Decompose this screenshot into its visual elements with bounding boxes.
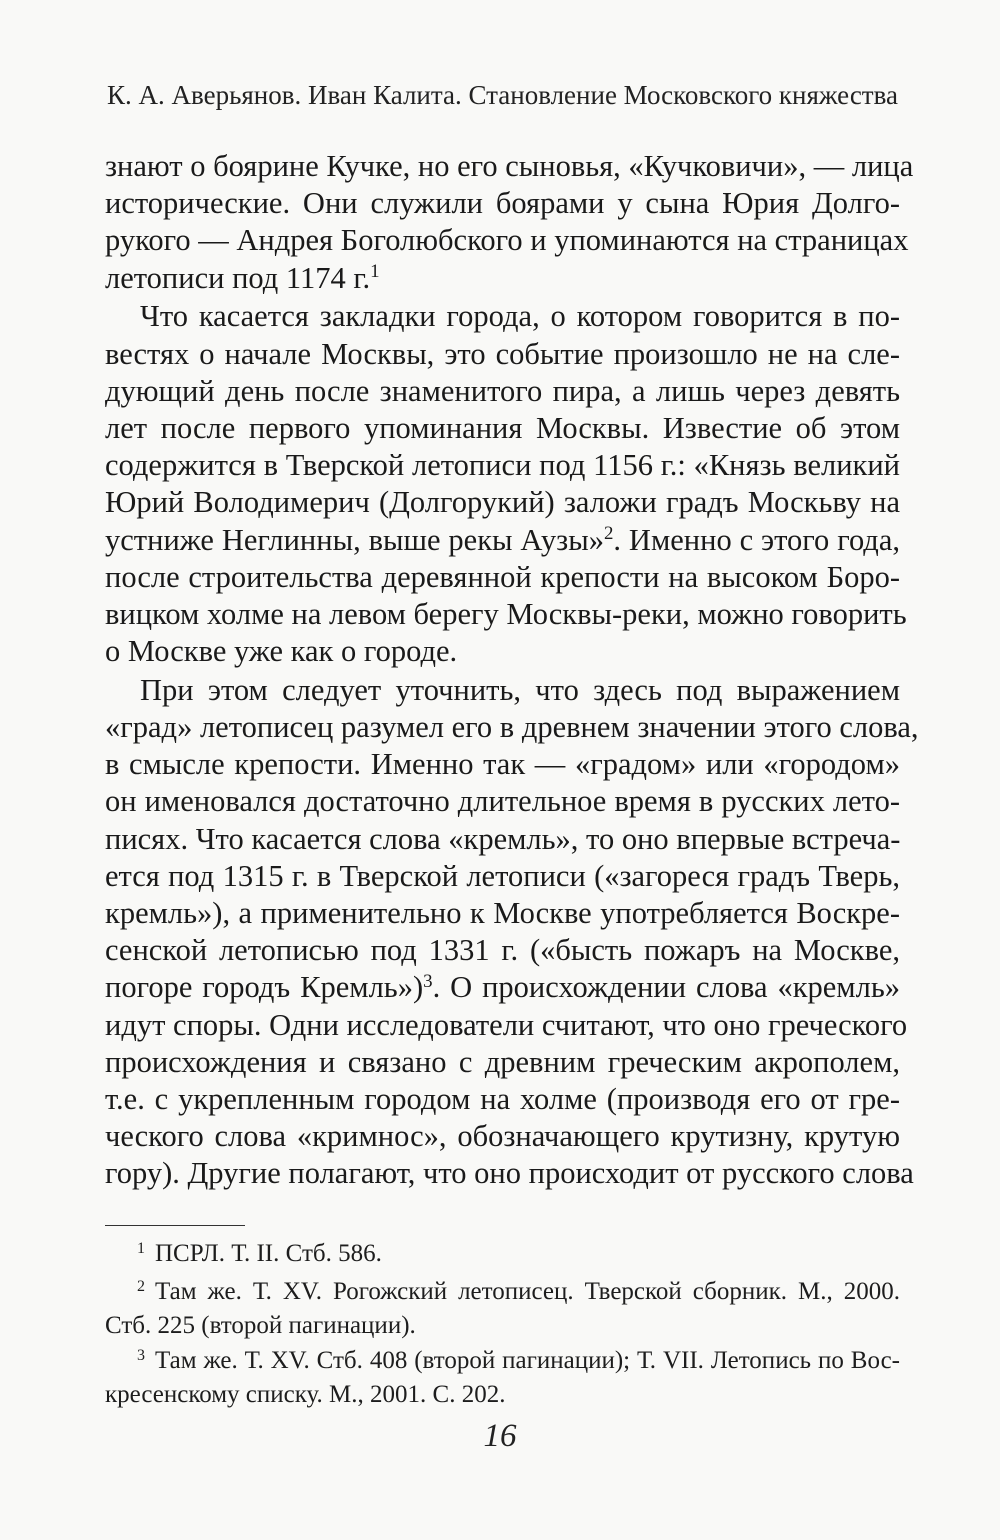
text-line: кремль»), а применительно к Москве употребляется Воскре-	[105, 896, 900, 931]
text-line: он именовался достаточно длительное время в русских лето-	[105, 784, 900, 819]
footnote-ref[interactable]: 2	[603, 523, 614, 545]
footnote-1	[105, 1238, 900, 1273]
text-line: знают о боярине Кучке, но его сыновья, «Кучковичи», — лица	[105, 149, 914, 183]
footnotes	[105, 1238, 900, 1414]
text-line: «град» летописец разумел его в древнем значении этого слова,	[105, 710, 919, 745]
footnote-3	[105, 1345, 900, 1411]
paragraph-1	[105, 148, 914, 297]
text-segment: погоре городъ Кремль»)	[105, 970, 424, 1005]
body-text	[105, 148, 919, 1193]
footnote-text: ПСРЛ. Т. II. Стб. 586.	[155, 1240, 382, 1267]
text-segment: . Именно с этого года,	[613, 522, 900, 557]
text-line: идут споры. Одни исследователи считают, что оно греческого	[105, 1007, 908, 1042]
text-line: вестях о начале Москвы, это событие произошло не на сле-	[105, 336, 900, 371]
footnote-text: Там же. Т. XV. Стб. 408 (второй пагинации); Т. VII. Летопись по Вос-	[155, 1346, 900, 1374]
text-line	[105, 969, 900, 1006]
text-line	[105, 522, 900, 559]
text-line: происхождения и связано с древним греческим акрополем,	[105, 1044, 900, 1079]
footnote-line: Стб. 225 (второй пагинации).	[105, 1312, 416, 1339]
text-line: ческого слова «кримнос», обозначающего крутизну, крутую	[105, 1119, 900, 1154]
text-segment: летописи под 1174 г.	[105, 260, 371, 295]
text-line: дующий день после знаменитого пира, а лишь через девять	[105, 373, 900, 408]
text-line: гору). Другие полагают, что оно происходит от русского слова	[105, 1156, 914, 1191]
footnote-divider	[105, 1225, 245, 1226]
footnote-2	[105, 1276, 900, 1342]
text-line: в смысле крепости. Именно так — «градом» или «городом»	[105, 747, 900, 782]
text-line: после строительства деревянной крепости на высоком Боро-	[105, 559, 900, 594]
text-segment: . О происхождении слова «кремль»	[432, 970, 900, 1005]
paragraph-2	[105, 298, 907, 670]
text-line: лет после первого упоминания Москвы. Известие об этом	[105, 410, 900, 445]
footnote-ref[interactable]: 1	[370, 261, 380, 283]
text-line: ется под 1315 г. в Тверской летописи («загореся градъ Тверь,	[105, 858, 900, 893]
footnote-line	[105, 1345, 900, 1380]
running-head: К. А. Аверьянов. Иван Калита. Становление Московского княжества	[106, 80, 898, 110]
paragraph-3	[105, 672, 919, 1193]
footnote-text: Там же. Т. XV. Рогожский летописец. Тверской сборник. М., 2000.	[155, 1277, 900, 1305]
text-line: При этом следует уточнить, что здесь под выражением	[140, 672, 900, 707]
footnote-number: 3	[137, 1346, 145, 1364]
text-line: Что касается закладки города, о котором говорится в по-	[140, 299, 900, 334]
footnote-line	[105, 1276, 900, 1311]
text-line: т.е. с укрепленным городом на холме (производя его от гре-	[105, 1082, 900, 1117]
text-line: вицком холме на левом берегу Москвы-реки, можно говорить	[105, 596, 907, 631]
text-line	[105, 260, 900, 297]
footnote-line: кресенскому списку. М., 2001. С. 202.	[105, 1381, 506, 1408]
text-line: сенской летописью под 1331 г. («бысть пожаръ на Москве,	[105, 933, 900, 968]
text-segment: устниже Неглинны, выше рекы Аузы»	[105, 522, 604, 557]
footnote-line	[105, 1238, 900, 1273]
text-line: исторические. Они служили боярами у сына Юрия Долго-	[105, 186, 900, 221]
text-line: о Москве уже как о городе.	[105, 634, 458, 669]
footnote-number: 2	[137, 1277, 145, 1295]
footnote-ref[interactable]: 3	[423, 971, 433, 993]
text-line: рукого — Андрея Боголюбского и упоминаются на страницах	[105, 223, 909, 258]
text-line: Юрий Володимерич (Долгорукий) заложи градъ Москьву на	[105, 485, 900, 520]
footnote-number: 1	[137, 1240, 145, 1257]
page-number: 16	[483, 1418, 517, 1454]
text-line: содержится в Тверской летописи под 1156 г.: «Князь великий	[105, 448, 900, 483]
text-line: писях. Что касается слова «кремль», то оно впервые встреча-	[105, 821, 901, 856]
